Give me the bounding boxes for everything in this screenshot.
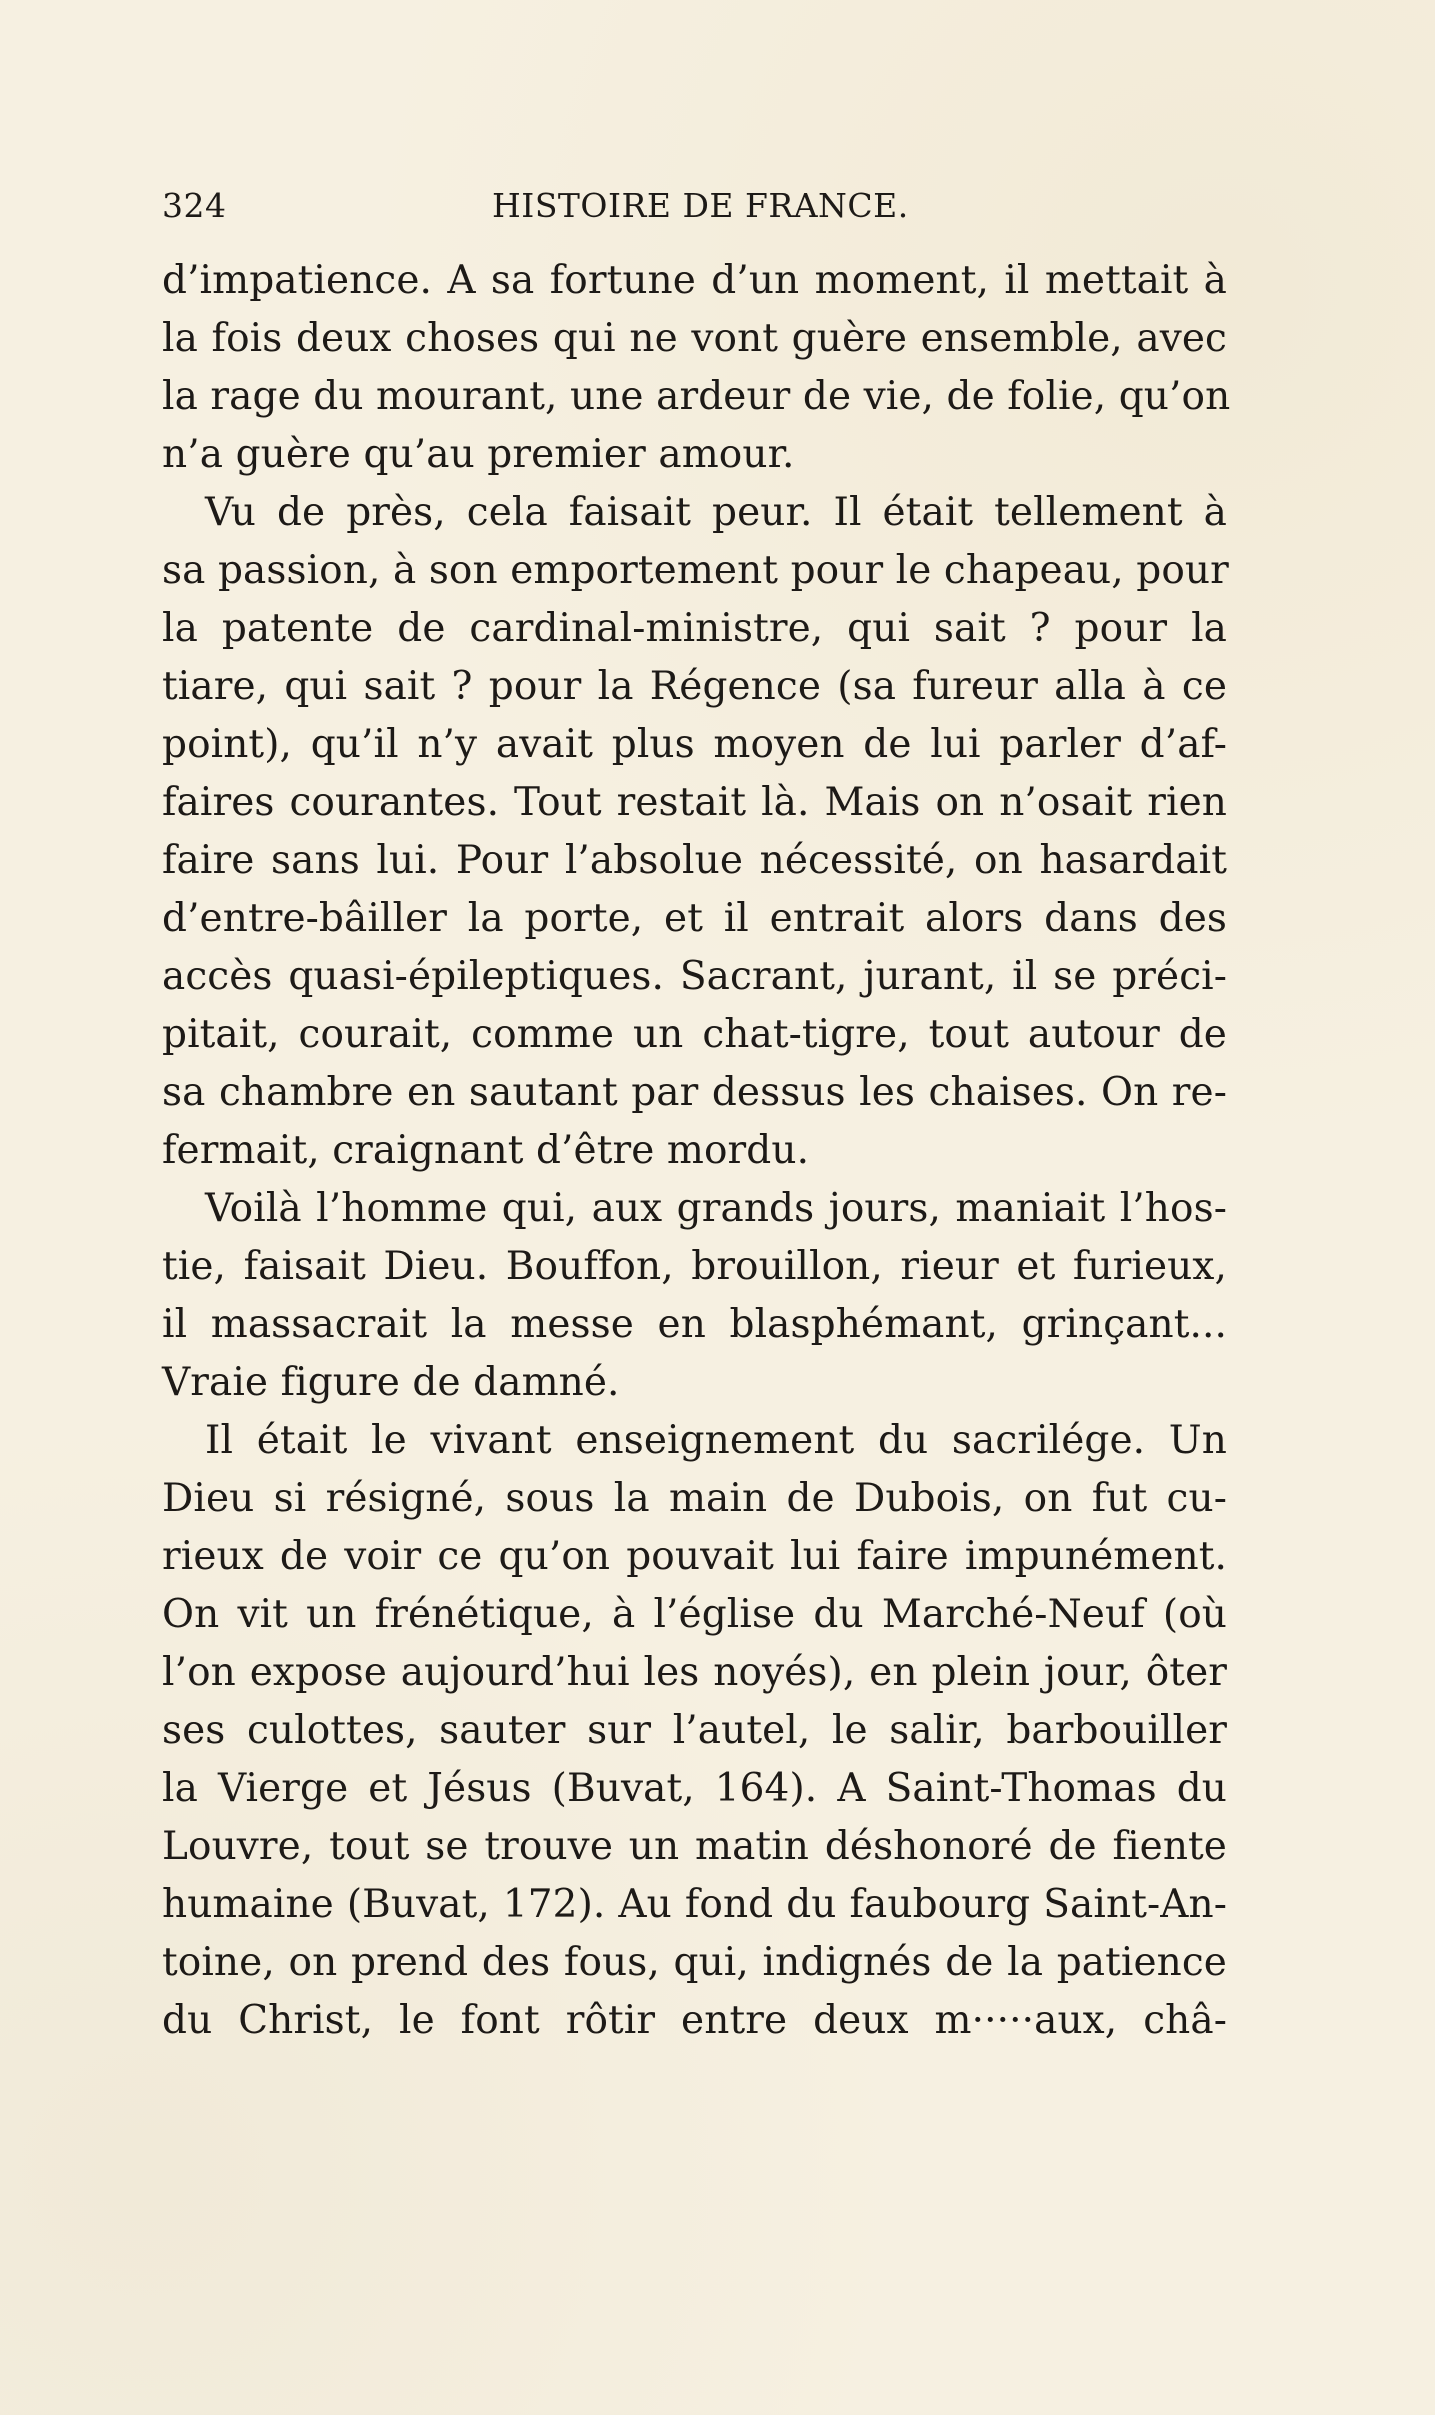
text-line: la Vierge et Jésus (Buvat, 164). A Saint-Thomas du — [162, 1766, 1227, 1811]
text-line: Dieu si résigné, sous la main de Dubois, on fut cu- — [162, 1476, 1227, 1521]
text-line: Vraie figure de damné. — [162, 1360, 620, 1405]
text-line: fermait, craignant d’être mordu. — [162, 1128, 810, 1173]
text-line: point), qu’il n’y avait plus moyen de lui parler d’af- — [162, 722, 1227, 767]
text-line: la rage du mourant, une ardeur de vie, de folie, qu’on — [162, 374, 1231, 419]
text-line: pitait, courait, comme un chat-tigre, tout autour de — [162, 1012, 1227, 1057]
text-line: Louvre, tout se trouve un matin déshonoré de fiente — [162, 1824, 1227, 1869]
text-line: accès quasi-épileptiques. Sacrant, jurant, il se préci- — [162, 954, 1227, 999]
text-line: l’on expose aujourd’hui les noyés), en plein jour, ôter — [162, 1650, 1227, 1695]
page-header — [162, 184, 1225, 228]
page-number: 324 — [162, 186, 227, 225]
text-line: du Christ, le font rôtir entre deux m·····aux, châ- — [162, 1998, 1227, 2043]
text-line: rieux de voir ce qu’on pouvait lui faire impunément. — [162, 1534, 1227, 1579]
text-line: toine, on prend des fous, qui, indignés de la patience — [162, 1940, 1227, 1985]
text-line: humaine (Buvat, 172). Au fond du faubourg Saint-An- — [162, 1882, 1227, 1927]
text-line: faire sans lui. Pour l’absolue nécessité, on hasardait — [162, 838, 1227, 883]
text-line: d’impatience. A sa fortune d’un moment, il mettait à — [162, 258, 1227, 303]
body-text — [162, 252, 1231, 2050]
text-line: tie, faisait Dieu. Bouffon, brouillon, rieur et furieux, — [162, 1244, 1227, 1289]
text-line: d’entre-bâiller la porte, et il entrait alors dans des — [162, 896, 1227, 941]
text-line: sa chambre en sautant par dessus les chaises. On re- — [162, 1070, 1227, 1115]
text-line: la patente de cardinal-ministre, qui sait ? pour la — [162, 606, 1227, 651]
text-line: On vit un frénétique, à l’église du Marché-Neuf (où — [162, 1592, 1227, 1637]
text-line: Il était le vivant enseignement du sacrilége. Un — [205, 1418, 1227, 1463]
text-line: sa passion, à son emportement pour le chapeau, pour — [162, 548, 1229, 593]
text-line: ses culottes, sauter sur l’autel, le salir, barbouiller — [162, 1708, 1227, 1753]
text-line: faires courantes. Tout restait là. Mais on n’osait rien — [162, 780, 1227, 825]
text-line: n’a guère qu’au premier amour. — [162, 432, 795, 477]
text-line: la fois deux choses qui ne vont guère ensemble, avec — [162, 316, 1227, 361]
text-line: il massacrait la messe en blasphémant, grinçant... — [162, 1302, 1227, 1347]
text-line: Vu de près, cela faisait peur. Il était tellement à — [205, 490, 1227, 535]
text-line: tiare, qui sait ? pour la Régence (sa fureur alla à ce — [162, 664, 1227, 709]
running-head-title: HISTOIRE DE FRANCE. — [492, 186, 909, 225]
text-line: Voilà l’homme qui, aux grands jours, maniait l’hos- — [205, 1186, 1227, 1231]
